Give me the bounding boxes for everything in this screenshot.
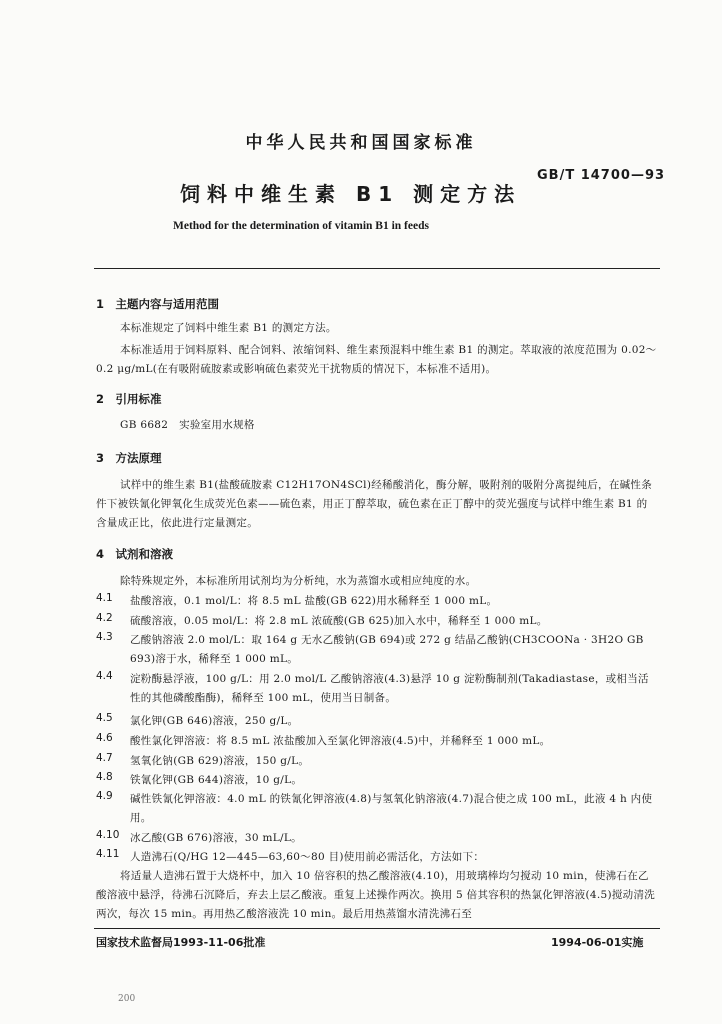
item-number: 4.2 (96, 612, 113, 624)
item-text: 碱性铁氰化钾溶液：4.0 mL 的铁氰化钾溶液(4.8)与氢氧化钠溶液(4.7)混合使之成 100 mL，此液 4 h 内使用。 (130, 793, 653, 824)
item-number: 4.11 (96, 848, 120, 860)
section-heading-3: 3 方法原理 (96, 451, 162, 465)
item-text: 硫酸溶液，0.05 mol/L：将 2.8 mL 浓硫酸(GB 625)加入水中，稀释至 1 000 mL。 (130, 615, 548, 627)
item-text: 酸性氯化钾溶液：将 8.5 mL 浓盐酸加入至氯化钾溶液(4.5)中，并稀释至 1 000 mL。 (130, 735, 551, 747)
section-heading-4: 4 试剂和溶液 (96, 547, 174, 561)
section-2-para-1: GB 6682 实验室用水规格 (120, 419, 255, 431)
item-text: 冰乙酸(GB 676)溶液，30 mL/L。 (130, 832, 302, 844)
item-text: 乙酸钠溶液 2.0 mol/L：取 164 g 无水乙酸钠(GB 694)或 272 g 结晶乙酸钠(CH3COONa · 3H2O GB 693)溶于水，稀释至 1 000 mL。 (130, 634, 644, 665)
item-text: 铁氰化钾(GB 644)溶液，10 g/L。 (130, 774, 303, 786)
item-text: 氢氧化钠(GB 629)溶液，150 g/L。 (130, 755, 310, 767)
item-number: 4.1 (96, 592, 113, 604)
item-text: 氯化钾(GB 646)溶液，250 g/L。 (130, 715, 299, 727)
item-number: 4.4 (96, 670, 113, 682)
item-number: 4.10 (96, 829, 120, 841)
item-number: 4.6 (96, 732, 113, 744)
section-4-para-last: 将适量人造沸石置于大烧杯中，加入 10 倍容积的热乙酸溶液(4.10)，用玻璃棒均匀搅动 10 min，使沸石在乙酸溶液中悬浮，待沸石沉降后，弃去上层乙酸液。重复上述操作两次。换用 5 倍其容积的热氯化钾溶液(4.5)搅动清洗两次，每次 15 min。再用热乙酸溶液洗 10 min。最后用热蒸馏水清洗沸石至 (96, 870, 656, 920)
item-number: 4.9 (96, 790, 113, 802)
item-text: 淀粉酶悬浮液，100 g/L：用 2.0 mol/L 乙酸钠溶液(4.3)悬浮 10 g 淀粉酶制剂(Takadiastase，或相当活性的其他磷酸酯酶)，稀释至 100 mL，使用当日制备。 (130, 673, 649, 704)
page-number: 200 (118, 994, 136, 1004)
item-text: 盐酸溶液，0.1 mol/L：将 8.5 mL 盐酸(GB 622)用水稀释至 1 000 mL。 (130, 595, 498, 607)
item-number: 4.7 (96, 752, 113, 764)
section-1-para-1: 本标准规定了饲料中维生素 B1 的测定方法。 (120, 322, 337, 334)
section-1-para-2: 本标准适用于饲料原料、配合饲料、浓缩饲料、维生素预混料中维生素 B1 的测定。萃取液的浓度范围为 0.02～0.2 μg/mL(在有吸附硫胺素或影响硫色素荧光干扰物质的情况下，本标准不适用)。 (96, 344, 657, 375)
implementation-date: 1994-06-01实施 (551, 936, 644, 949)
section-4-intro: 除特殊规定外，本标准所用试剂均为分析纯，水为蒸馏水或相应纯度的水。 (120, 575, 477, 587)
standard-code: GB/T 14700—93 (537, 168, 666, 183)
document-title: 饲料中维生素 B1 测定方法 (180, 182, 522, 206)
approval-date: 国家技术监督局1993-11-06批准 (96, 936, 266, 949)
section-heading-2: 2 引用标准 (96, 392, 162, 406)
footer-rule (94, 928, 660, 929)
header-rule (94, 268, 660, 269)
standard-title: 中华人民共和国国家标准 (245, 133, 477, 153)
document-title-en: Method for the determination of vitamin B1 in feeds (173, 220, 429, 232)
section-3-para-1: 试样中的维生素 B1(盐酸硫胺素 C12H17ON4SCl)经稀酸消化，酶分解，吸附剂的吸附分离提纯后，在碱性条件下被铁氰化钾氧化生成荧光色素——硫色素，用正丁醇萃取，硫色素在正丁醇中的荧光强度与试样中维生素 B1 的含量成正比，依此进行定量测定。 (96, 479, 653, 529)
section-heading-1: 1 主题内容与适用范围 (96, 297, 220, 311)
item-number: 4.5 (96, 712, 113, 724)
item-number: 4.3 (96, 631, 113, 643)
item-text: 人造沸石(Q/HG 12—445—63,60～80 目)使用前必需活化，方法如下： (130, 851, 485, 863)
item-number: 4.8 (96, 771, 113, 783)
